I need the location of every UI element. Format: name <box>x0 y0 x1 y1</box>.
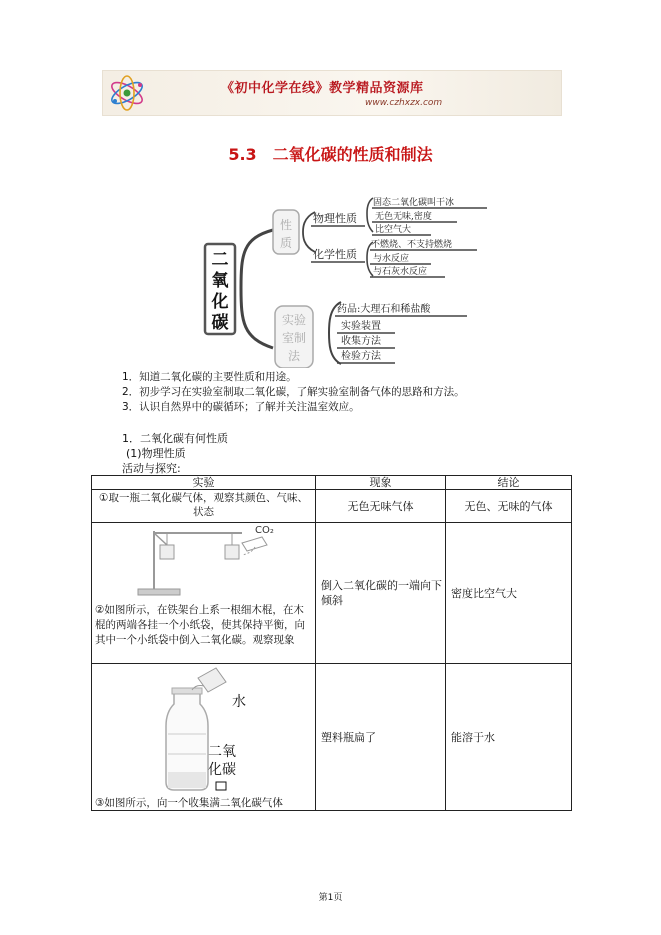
concept-main-bracket <box>241 230 273 348</box>
experiment-cell <box>92 523 316 664</box>
table-row <box>92 664 572 811</box>
activity-label: 活动与探究: <box>122 462 181 475</box>
concept-map-diagram <box>195 188 495 368</box>
subsection-heading: (1)物理性质 <box>126 447 186 460</box>
concept-root-char-2: 氧 <box>211 271 229 291</box>
co2-figure-label: CO₂ <box>255 525 274 536</box>
experiment-text: ③如图所示，向一个收集满二氧化碳气体 <box>95 797 283 809</box>
header-conclusion: 结论 <box>446 476 572 490</box>
lab-item-4: 检验方法 <box>341 351 381 362</box>
chemical-item-1: 不燃烧、不支持燃烧 <box>371 240 453 250</box>
conclusion-cell: 密度比空气大 <box>446 523 572 664</box>
concept-root-char-1: 二 <box>211 250 229 270</box>
bottle-figure <box>92 664 316 798</box>
conclusion-cell: 无色、无味的气体 <box>446 490 572 523</box>
objective-2: 2．初步学习在实验室制取二氧化碳，了解实验室制备气体的思路和方法。 <box>122 386 465 398</box>
co2-label-line1: 二氧 <box>208 744 236 760</box>
table-row <box>92 523 572 664</box>
lab-prep-char-3: 法 <box>287 349 301 363</box>
experiment-table <box>91 475 572 811</box>
properties-char-1: 性 <box>279 218 293 232</box>
table-row <box>92 490 572 523</box>
physical-item-3: 比空气大 <box>375 225 412 235</box>
page-number: 第1页 <box>318 893 343 903</box>
page-title: 5.3 二氧化碳的性质和制法 <box>228 145 433 164</box>
properties-char-2: 质 <box>279 236 293 250</box>
table-header-row <box>92 476 572 490</box>
learning-objectives <box>122 370 465 415</box>
lab-item-3: 收集方法 <box>341 336 381 347</box>
physical-label: 物理性质 <box>313 212 357 225</box>
physical-item-2: 无色无味,密度 <box>375 212 432 222</box>
objective-3: 3．认识自然界中的碳循环；了解并关注温室效应。 <box>122 401 360 413</box>
concept-root-char-4: 碳 <box>211 313 229 333</box>
chemical-label: 化学性质 <box>313 248 357 261</box>
lab-prep-char-2: 室制 <box>281 331 307 345</box>
banner-url[interactable]: www.czhxzx.com <box>365 98 443 108</box>
experiment-text: ②如图所示，在铁架台上系一根细木棍，在木棍的两端各挂一个小纸袋，使其保持平衡，向其中一个小纸袋中倒入二氧化碳。观察现象 <box>95 604 305 646</box>
experiment-cell <box>92 664 316 811</box>
header-experiment: 实验 <box>92 476 316 490</box>
header-phenomenon: 现象 <box>316 476 446 490</box>
balance-apparatus-figure <box>92 523 316 603</box>
lab-item-1: 药品:大理石和稀盐酸 <box>337 304 431 315</box>
co2-label-line2: 化碳 <box>208 762 236 778</box>
chemical-item-3: 与石灰水反应 <box>373 267 428 277</box>
banner-title: 《初中化学在线》教学精品资源库 <box>221 81 424 96</box>
phenomenon-cell: 塑料瓶扁了 <box>316 664 446 811</box>
concept-root-char-3: 化 <box>211 292 229 312</box>
water-label: 水 <box>232 694 246 710</box>
atom-logo-icon <box>107 73 147 113</box>
section-heading: 1．二氧化碳有何性质 <box>122 432 228 445</box>
objective-1: 1．知道二氧化碳的主要性质和用途。 <box>122 371 297 383</box>
chemical-item-2: 与水反应 <box>373 254 410 264</box>
phenomenon-cell: 无色无味气体 <box>316 490 446 523</box>
lab-prep-char-1: 实验 <box>281 313 307 327</box>
phenomenon-cell: 倒入二氧化碳的一端向下倾斜 <box>316 523 446 664</box>
physical-item-1: 固态二氧化碳叫干冰 <box>373 198 455 208</box>
lab-item-2: 实验装置 <box>341 321 381 332</box>
conclusion-cell: 能溶于水 <box>446 664 572 811</box>
experiment-cell: ①取一瓶二氧化碳气体，观察其颜色、气味、状态 <box>92 490 316 523</box>
header-banner <box>102 70 562 116</box>
